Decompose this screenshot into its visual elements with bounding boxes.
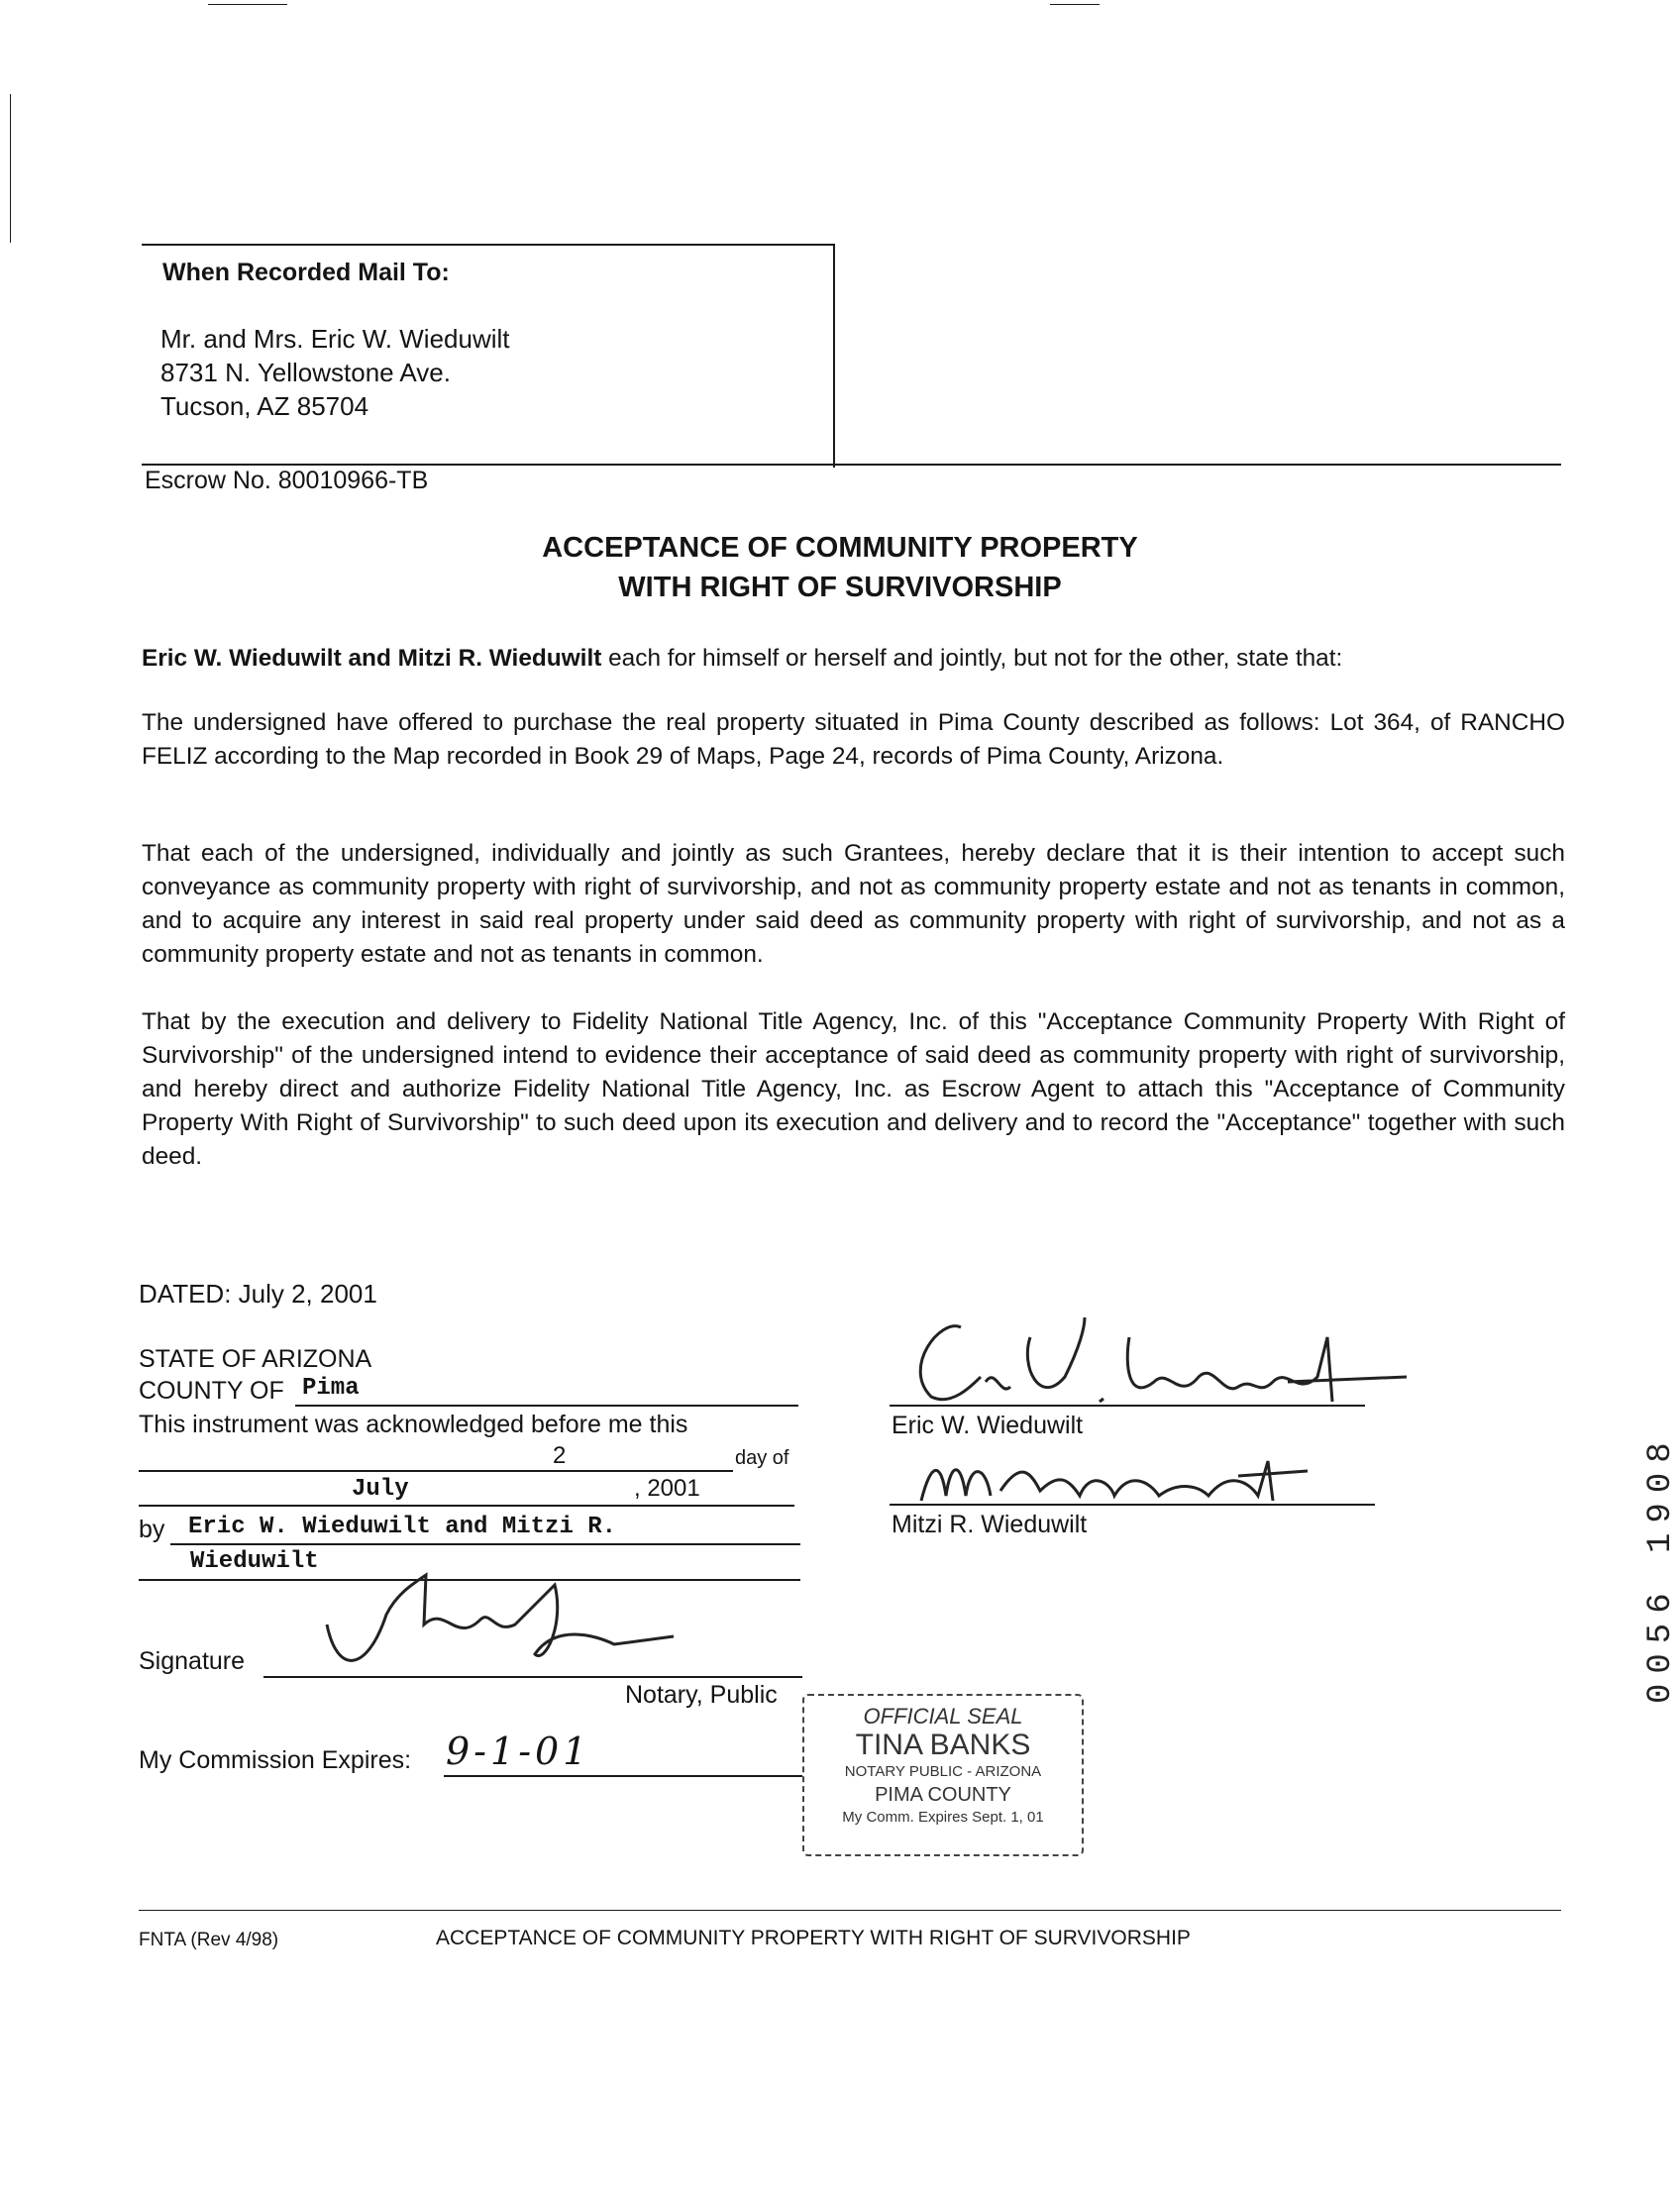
document-title-line-1: ACCEPTANCE OF COMMUNITY PROPERTY — [542, 532, 1138, 564]
mail-to-line: Mr. and Mrs. Eric W. Wieduwilt — [160, 324, 510, 354]
footer-title: ACCEPTANCE OF COMMUNITY PROPERTY WITH RIGHT OF SURVIVORSHIP — [436, 1927, 1191, 1949]
document-title-line-2: WITH RIGHT OF SURVIVORSHIP — [618, 572, 1062, 603]
intro-text: each for himself or herself and jointly, but not for the other, state that: — [601, 645, 1343, 672]
notary-signature — [317, 1565, 693, 1694]
notary-by-line-2: Wieduwilt — [190, 1548, 319, 1575]
mail-to-line: Tucson, AZ 85704 — [160, 391, 369, 421]
commission-label: My Commission Expires: — [139, 1746, 412, 1774]
footer-rule — [139, 1910, 1561, 1911]
grantee-names: Eric W. Wieduwilt and Mitzi R. Wieduwilt — [142, 645, 602, 672]
mail-to-heading: When Recorded Mail To: — [162, 259, 450, 286]
intro-statement — [142, 642, 1565, 676]
notary-day-of: day of — [735, 1447, 789, 1469]
seal-line: My Comm. Expires Sept. 1, 01 — [842, 1809, 1044, 1826]
signer-name: Mitzi R. Wieduwilt — [892, 1511, 1088, 1538]
signer-name: Eric W. Wieduwilt — [892, 1412, 1084, 1439]
escrow-number: Escrow No. 80010966-TB — [145, 467, 429, 494]
notary-day: 2 — [553, 1442, 567, 1469]
footer-form-number: FNTA (Rev 4/98) — [139, 1930, 279, 1950]
seal-line: PIMA COUNTY — [875, 1784, 1011, 1806]
notary-by-label: by — [139, 1516, 165, 1543]
notary-month: July — [352, 1476, 409, 1503]
notary-by-line-1: Eric W. Wieduwilt and Mitzi R. — [188, 1514, 617, 1540]
official-seal-stamp — [802, 1694, 1084, 1856]
scan-mark-top-right — [1050, 4, 1100, 5]
notary-county: Pima — [302, 1375, 360, 1402]
notary-ack-text: This instrument was acknowledged before me this — [139, 1411, 688, 1438]
commission-date: 9-1-01 — [446, 1730, 591, 1773]
scan-mark-left — [10, 94, 11, 243]
seal-line: TINA BANKS — [855, 1729, 1031, 1761]
mail-to-line: 8731 N. Yellowstone Ave. — [160, 358, 451, 387]
paragraph-execution: That by the execution and delivery to Fidelity National Title Agency, Inc. of this "Acceptance Community Property With Right of Survivorship" of the undersigned intend to evidence their acceptance of said deed as community property with right of survivorship, and hereby direct and authorize Fidelity National Title Agency, Inc. as Escrow Agent to attach this "Acceptance of Community Property With Right of Survivorship" to such deed upon its execution and delivery and to record the "Acceptance" together with such deed. — [142, 1008, 1565, 1170]
seal-line: NOTARY PUBLIC - ARIZONA — [844, 1763, 1042, 1780]
seal-line: OFFICIAL SEAL — [863, 1704, 1023, 1729]
signature-label: Signature — [139, 1647, 246, 1675]
paragraph-intention: That each of the undersigned, individually and jointly as such Grantees, hereby declare that it is their intention to accept such conveyance as community property with right of survivorship, and not as community property estate and not as tenants in common, and to acquire any interest in said real property under said deed as community property with right of survivorship, and not as a community property estate and not as tenants in common. — [142, 840, 1565, 968]
notary-public-label: Notary, Public — [625, 1681, 778, 1709]
dated-line: DATED: July 2, 2001 — [139, 1279, 377, 1309]
notary-state: STATE OF ARIZONA — [139, 1345, 372, 1373]
notary-county-label: COUNTY OF — [139, 1377, 284, 1405]
margin-recording-stamp: 0056 1908 — [1642, 1432, 1680, 1704]
notary-year: , 2001 — [634, 1475, 700, 1502]
scan-mark-top-left — [208, 4, 287, 5]
paragraph-property: The undersigned have offered to purchase the real property situated in Pima County described as follows: Lot 364, of RANCHO FELIZ according to the Map recorded in Book 29 of Maps, Page 24, records of Pima County, Arizona. — [142, 709, 1565, 770]
